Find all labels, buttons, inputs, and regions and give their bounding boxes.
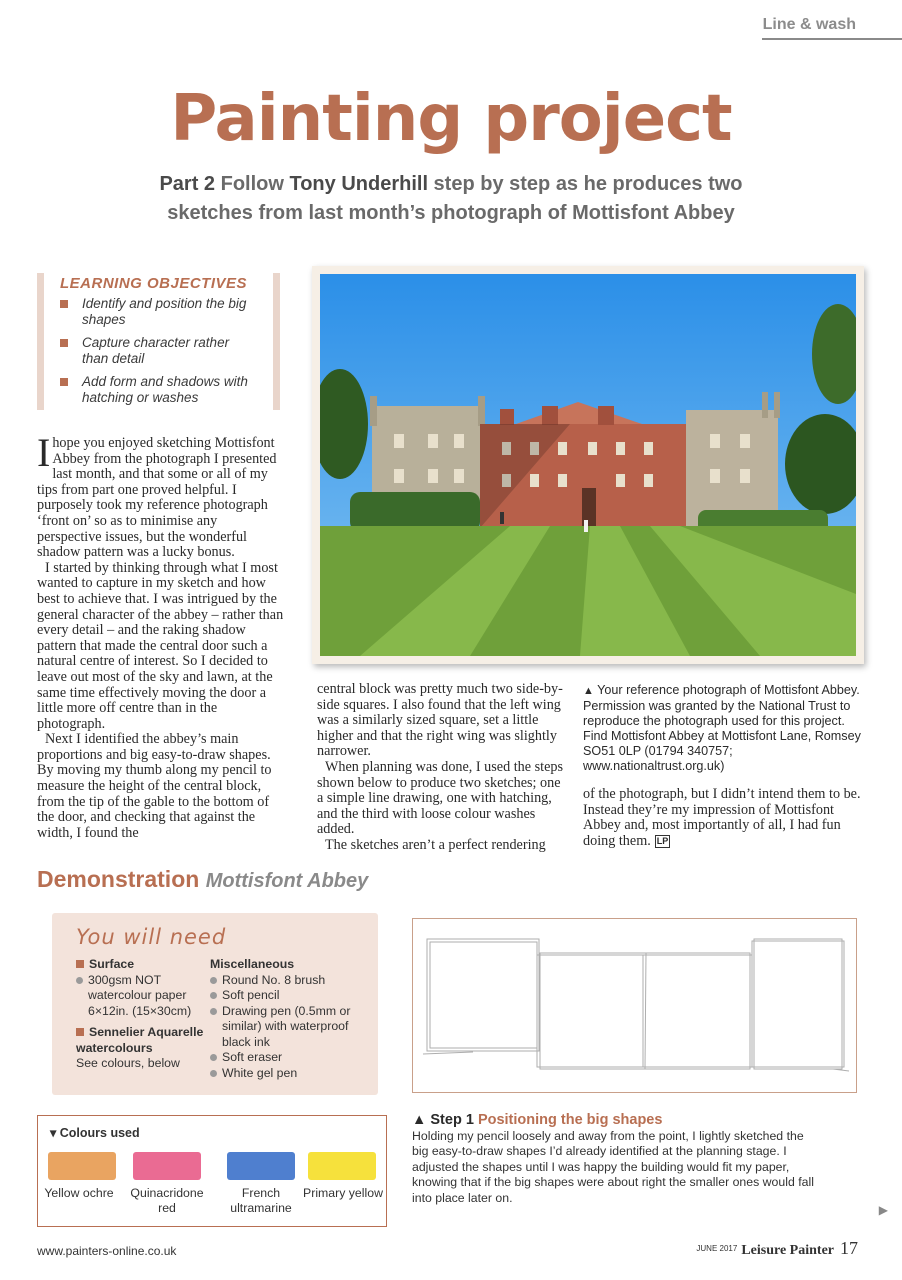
- step1-text: Holding my pencil loosely and away from the point, I lightly sketched the big easy-to-draw shapes I’d already identified at the planning stage. I adjusted the shapes until I was happy the building would fit my paper, knowing that if the big shapes were about right the smaller ones would fall into place later on.: [412, 1128, 814, 1205]
- misc-heading: Miscellaneous: [210, 957, 295, 971]
- you-will-need-box: [52, 913, 378, 1095]
- end-mark-icon: LP: [656, 835, 669, 846]
- demonstration-title: Demonstration: [37, 866, 200, 892]
- footer-folio: [696, 1238, 858, 1259]
- article-paragraph: Next I identified the abbey’s main proportions and big easy-to-draw shapes. By moving my thumb along my pencil to measure the height of the central block, from the tip of the gable to the bottom of the door, and checking that against the width, I found the: [37, 731, 272, 841]
- article-column-3: [583, 683, 863, 849]
- paints-heading: [76, 1025, 206, 1056]
- you-will-need-title: You will need: [76, 925, 227, 949]
- section-label: Line & wash: [762, 16, 856, 33]
- up-triangle-icon: ▲: [412, 1112, 427, 1128]
- article-text: of the photograph, but I didn’t intend them to be. Instead they’re my impression of Mottisfont Abbey and, most importantly of all, I had fun doing them.: [583, 786, 861, 849]
- misc-item: Round No. 8 brush: [210, 973, 360, 989]
- page-title: Painting project: [170, 82, 732, 156]
- square-bullet-icon: [76, 1028, 84, 1036]
- surface-item: 300gsm NOT watercolour paper 6×12in. (15×30cm): [76, 973, 206, 1020]
- step1-sketch: [412, 918, 857, 1093]
- footer-date: JUNE 2017: [696, 1244, 738, 1253]
- step1-label: Step 1: [430, 1112, 474, 1128]
- pencil-sketch-image: [413, 919, 856, 1092]
- surface-heading-text: Surface: [89, 957, 135, 971]
- article-paragraph: central block was pretty much two side-by-side squares. I also found that the left wing was a similarly sized square, set a little higher and that the right wing was slightly narrower.: [317, 681, 563, 760]
- demonstration-heading: [37, 866, 368, 893]
- article-column-2: [317, 682, 567, 854]
- subtitle-text-1: Follow: [215, 173, 290, 195]
- up-triangle-icon: ▲: [583, 685, 594, 697]
- subtitle: [130, 170, 772, 228]
- step1-heading: [412, 1113, 822, 1129]
- swatch-quinacridone-red: [133, 1152, 201, 1180]
- objective-item: Identify and position the big shapes: [60, 296, 259, 328]
- materials-column-1: [76, 957, 206, 1072]
- paints-heading-text: Sennelier Aquarelle watercolours: [76, 1025, 204, 1055]
- photo-caption-text: Your reference photograph of Mottisfont Abbey. Permission was granted by the National Trust to reproduce the photograph used for this project. Find Mottisfont Abbey at Mottisfont Lane, Romsey SO51 0LP (01794 340757; www.nationaltrust.org.uk): [583, 683, 861, 773]
- materials-column-2: [210, 957, 360, 1081]
- misc-item: Soft pencil: [210, 988, 360, 1004]
- magazine-logo: Leisure Painter: [741, 1243, 834, 1258]
- reference-photo: [320, 274, 856, 656]
- step1-title: Positioning the big shapes: [477, 1112, 663, 1128]
- subtitle-text-2: step by step as he produces two sketches from last month’s photograph of Mottisfont Abbey: [167, 173, 743, 224]
- next-page-arrow-icon: ▶: [878, 1203, 888, 1217]
- page-number: 17: [840, 1238, 858, 1258]
- surface-heading: [76, 957, 206, 973]
- article-paragraph: [583, 787, 863, 849]
- colours-used-title: [50, 1125, 140, 1140]
- misc-item: Soft eraser: [210, 1050, 360, 1066]
- swatch-french-ultramarine: [227, 1152, 295, 1180]
- step1-caption: [412, 1113, 822, 1206]
- subtitle-part: Part 2: [159, 173, 216, 195]
- swatch-yellow-ochre: [48, 1152, 116, 1180]
- paints-note: See colours, below: [76, 1056, 180, 1070]
- colours-used-title-text: Colours used: [59, 1126, 140, 1140]
- square-bullet-icon: [76, 960, 84, 968]
- misc-item: White gel pen: [210, 1066, 360, 1082]
- objectives-heading: LEARNING OBJECTIVES: [60, 275, 248, 292]
- swatch-label: Yellow ochre: [44, 1186, 114, 1200]
- article-paragraph: I started by thinking through what I most wanted to capture in my sketch and how best to achieve that. I was intrigued by the general character of the abbey – rather than every detail – and the raking shadow pattern that made the central door such a natural centre of interest. So I decided to leave out most of the sky and lawn, at the same time effectively moving the door a little more off centre than in the photograph.: [37, 559, 284, 732]
- down-triangle-icon: ▾: [50, 1126, 57, 1140]
- objective-item: Capture character rather than detail: [60, 335, 259, 367]
- subtitle-author: Tony Underhill: [289, 173, 428, 195]
- footer-url: www.painters-online.co.uk: [37, 1244, 177, 1258]
- photo-caption: [583, 683, 863, 774]
- swatch-primary-yellow: [308, 1152, 376, 1180]
- learning-objectives-box: [37, 273, 280, 410]
- article-text: hope you enjoyed sketching Mottisfont Abbey from the photograph I presented last month, and that some or all of my tips from part one proved helpful. I purposely took my reference photograph ‘front on’ so as to minimise any perspective issues, but the wonderful shadow pattern was a lucky bonus.: [37, 435, 277, 561]
- swatch-label: Quinacridone red: [130, 1186, 204, 1215]
- section-tag: [762, 14, 902, 40]
- swatch-label: French ultramarine: [230, 1186, 292, 1215]
- article-paragraph: [37, 430, 285, 561]
- objectives-list: [60, 296, 259, 406]
- drop-cap: I: [37, 430, 51, 475]
- article-paragraph: The sketches aren’t a perfect rendering: [325, 836, 546, 853]
- misc-item: Drawing pen (0.5mm or similar) with waterproof black ink: [210, 1004, 360, 1051]
- article-paragraph: When planning was done, I used the steps shown below to produce two sketches; one a simple line drawing, one with hatching, and the third with loose colour washes added.: [317, 758, 563, 838]
- demonstration-subtitle: Mottisfont Abbey: [205, 870, 369, 892]
- colours-used-box: [37, 1115, 387, 1227]
- objective-item: Add form and shadows with hatching or washes: [60, 374, 259, 406]
- article-column-1: [37, 430, 285, 841]
- swatch-label: Primary yellow: [303, 1186, 383, 1200]
- reference-photo-frame: [312, 266, 864, 664]
